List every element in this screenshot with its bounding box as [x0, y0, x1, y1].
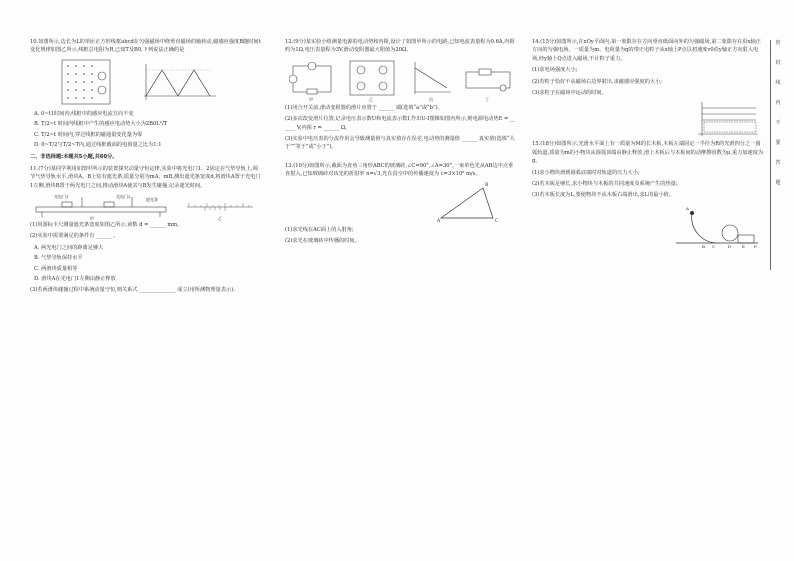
margin-char: 不	[775, 120, 781, 126]
q12-stem: 12.(9分)某实验小组测量电源的电动势和内阻,设计了如图甲所示的电路,已知电流表量程为0.6A,内阻约为1Ω,电压表量程为3V,滑动变阻器最大阻值为20Ω。	[285, 39, 515, 54]
b-t-graph	[140, 62, 220, 102]
point-label-c: C	[712, 243, 716, 249]
u-i-graph	[409, 60, 453, 98]
column-left	[30, 38, 262, 297]
section-heading-nonchoice: 二、非选择题:本题共5小题,共60分。	[30, 154, 118, 161]
q15-part-3: (3)若木板长度为L,要使物块不从木板右端滑出,求L的最小值。	[532, 192, 675, 199]
q11-figure-area	[30, 193, 262, 221]
q14-part-2: (2)若粒子恰好不从磁场右边界射出,求磁感应强度的大小;	[532, 78, 663, 85]
label-gate-2: 光电门2	[116, 194, 131, 200]
q12-part-2: (2)多次改变滑片位置,记录电压表示数U和电流表示数I,作出U-I图像如图丙所示,则电源电动势E = ______ V,内阻 r = ______ Ω。	[285, 116, 516, 131]
q10-figure-area	[30, 58, 262, 110]
label-fig-yi: 乙	[369, 96, 373, 102]
vertex-label-c: C	[495, 218, 499, 224]
column-middle	[285, 38, 517, 248]
margin-char: 内	[775, 100, 781, 106]
field-region-diagram	[692, 100, 762, 138]
q13-stem: 13.(10分)如图所示,截面为直角三角形ABC的玻璃砖,∠C=90°,∠A=30°,一束单色光从AB边中点垂直射入,已知玻璃砖对该光的折射率 n=√3,光在真空中的传播速度为 c=3×10⁸ m/s。	[285, 162, 514, 178]
point-label-b: B	[702, 243, 705, 249]
q15-stem: 15.(18分)如图所示,光滑水平面上有一质量为M的长木板,木板左端固定一半径为R的光滑四分之一圆弧轨道,质量为m的小物块从圆弧顶端由静止释放,滑上木板后与木板间的动摩擦因数为μ,重力加速度为g。	[532, 141, 764, 165]
q11-option-b: B. 气垫导轨保持水平	[34, 255, 83, 262]
q11-option-c: C. 两滑块质量相等	[34, 265, 78, 272]
q10-option-c: C. T/2~t 时间内,穿过线框的磁通量变化量为零	[34, 131, 143, 138]
q10-option-b: B. T/2~t 时间内线框中产生的感应电动势大小为2B0L²/T	[34, 121, 168, 128]
q15-part-2: (2)若木板足够长,求小物块与木板的共同速度及系统产生的热量;	[532, 181, 678, 188]
binding-margin	[770, 40, 785, 270]
margin-char: 要	[775, 140, 781, 146]
q11-part-3: (3)若两滑块碰撞过程中系统动量守恒,则关系式 ______________ 成立(用所测物理量表示)。	[30, 286, 239, 293]
q14-figure-area	[532, 100, 764, 140]
q11-part-1: (1)用游标卡尺测量遮光条宽度如图乙所示,读数 d = ______ mm。	[30, 222, 183, 229]
magnetic-field-diagram	[60, 58, 120, 108]
point-label-a: A	[686, 205, 689, 211]
q12-part-1: (1)闭合开关前,滑动变阻器的滑片应置于 ______ 端(选填“a”或“b”)。	[285, 104, 443, 111]
margin-char: 密	[775, 40, 781, 46]
q13-figure-area	[285, 182, 517, 226]
margin-char: 答	[775, 160, 781, 166]
circuit-diagram-ding	[463, 66, 513, 92]
q15-part-1: (1)求小物块滑到圆弧底端时对轨道的压力大小;	[532, 169, 640, 176]
label-shade-strip: 遮光条	[146, 197, 158, 203]
point-label-e: E	[742, 243, 745, 249]
margin-char: 封	[775, 60, 781, 66]
margin-char: 题	[775, 180, 781, 186]
q14-part-3: (3)求粒子在磁场中运动的时间。	[532, 90, 607, 97]
circuit-diagram-yi	[347, 58, 397, 98]
q14-part-1: (1)求电场强度大小;	[532, 67, 578, 74]
q11-option-d: D. 滑块A在光电门1左侧由静止释放	[34, 276, 116, 283]
q15-figure-area	[532, 203, 764, 253]
q12-part-3: (3)实验中电压表的分流作用会导致测量值与真实值存在误差,电动势的测量值 ______ 真实值(选填“大于”“等于”或“小于”)。	[285, 136, 515, 151]
q12-figure-area	[285, 58, 517, 104]
q10-stem: 10.如图所示,边长为L的单匝正方形线框abcd在匀强磁场中绕垂直磁场的轴转动,磁感应强度B随时间t变化规律如图乙所示,线框总电阻为R,已知T及B0,下列说法正确的是	[30, 39, 261, 54]
margin-char: 线	[775, 80, 781, 86]
point-label-f: F	[754, 243, 757, 249]
label-fig-ding: 丁	[485, 96, 489, 102]
q13-part-2: (2)求光在玻璃砖中传播的时间。	[285, 238, 360, 245]
vertex-label-a: A	[437, 218, 441, 224]
q13-part-1: (1)求光线在AC面上的入射角;	[285, 226, 354, 233]
label-gate-1: 光电门1	[54, 194, 69, 200]
label-fig-yi: 乙	[218, 216, 222, 222]
label-fig-jia: 甲	[309, 96, 313, 102]
q11-stem: 11.(7分)某同学利用如图甲所示的装置探究动量守恒定律,实验中将光电门1、2固定在气垫导轨上,调节气垫导轨水平,滑块A、B上装有遮光条,质量分别为mA、mB,测出遮光条宽度d,将滑块A置于光电门1左侧,滑块B置于两光电门之间,推动滑块A使其与B发生碰撞,记录遮光时间。	[30, 165, 261, 189]
q10-option-d: D. 0~T/2与T/2~T内,通过线框截面的电荷量之比为1:1	[34, 142, 162, 149]
q10-option-a: A. 0~t1时间内,线框中的感应电流方向不变	[34, 110, 134, 117]
circuit-diagram-jia	[289, 60, 335, 96]
column-right	[532, 38, 764, 253]
q11-part-2: (2)实验中需要满足的条件有 ______ 。	[30, 233, 119, 240]
q14-stem: 14.(15分)如图所示,在xOy平面内,第一象限存在方向垂直纸面向外的匀强磁场,第二象限存在沿x轴正方向的匀强电场。一质量为m、电荷量为q的带正电粒子从x轴上P点以初速度v0沿y轴正方向射入电场,经y轴上Q点进入磁场,不计粒子重力。	[532, 39, 761, 62]
vertex-label-b: B	[485, 182, 489, 188]
q11-option-a: A. 两光电门之间的距离足够大	[34, 244, 104, 251]
label-fig-jia: 甲	[90, 216, 94, 222]
point-label-d: D	[728, 243, 732, 249]
label-fig-bing: 丙	[429, 96, 433, 102]
